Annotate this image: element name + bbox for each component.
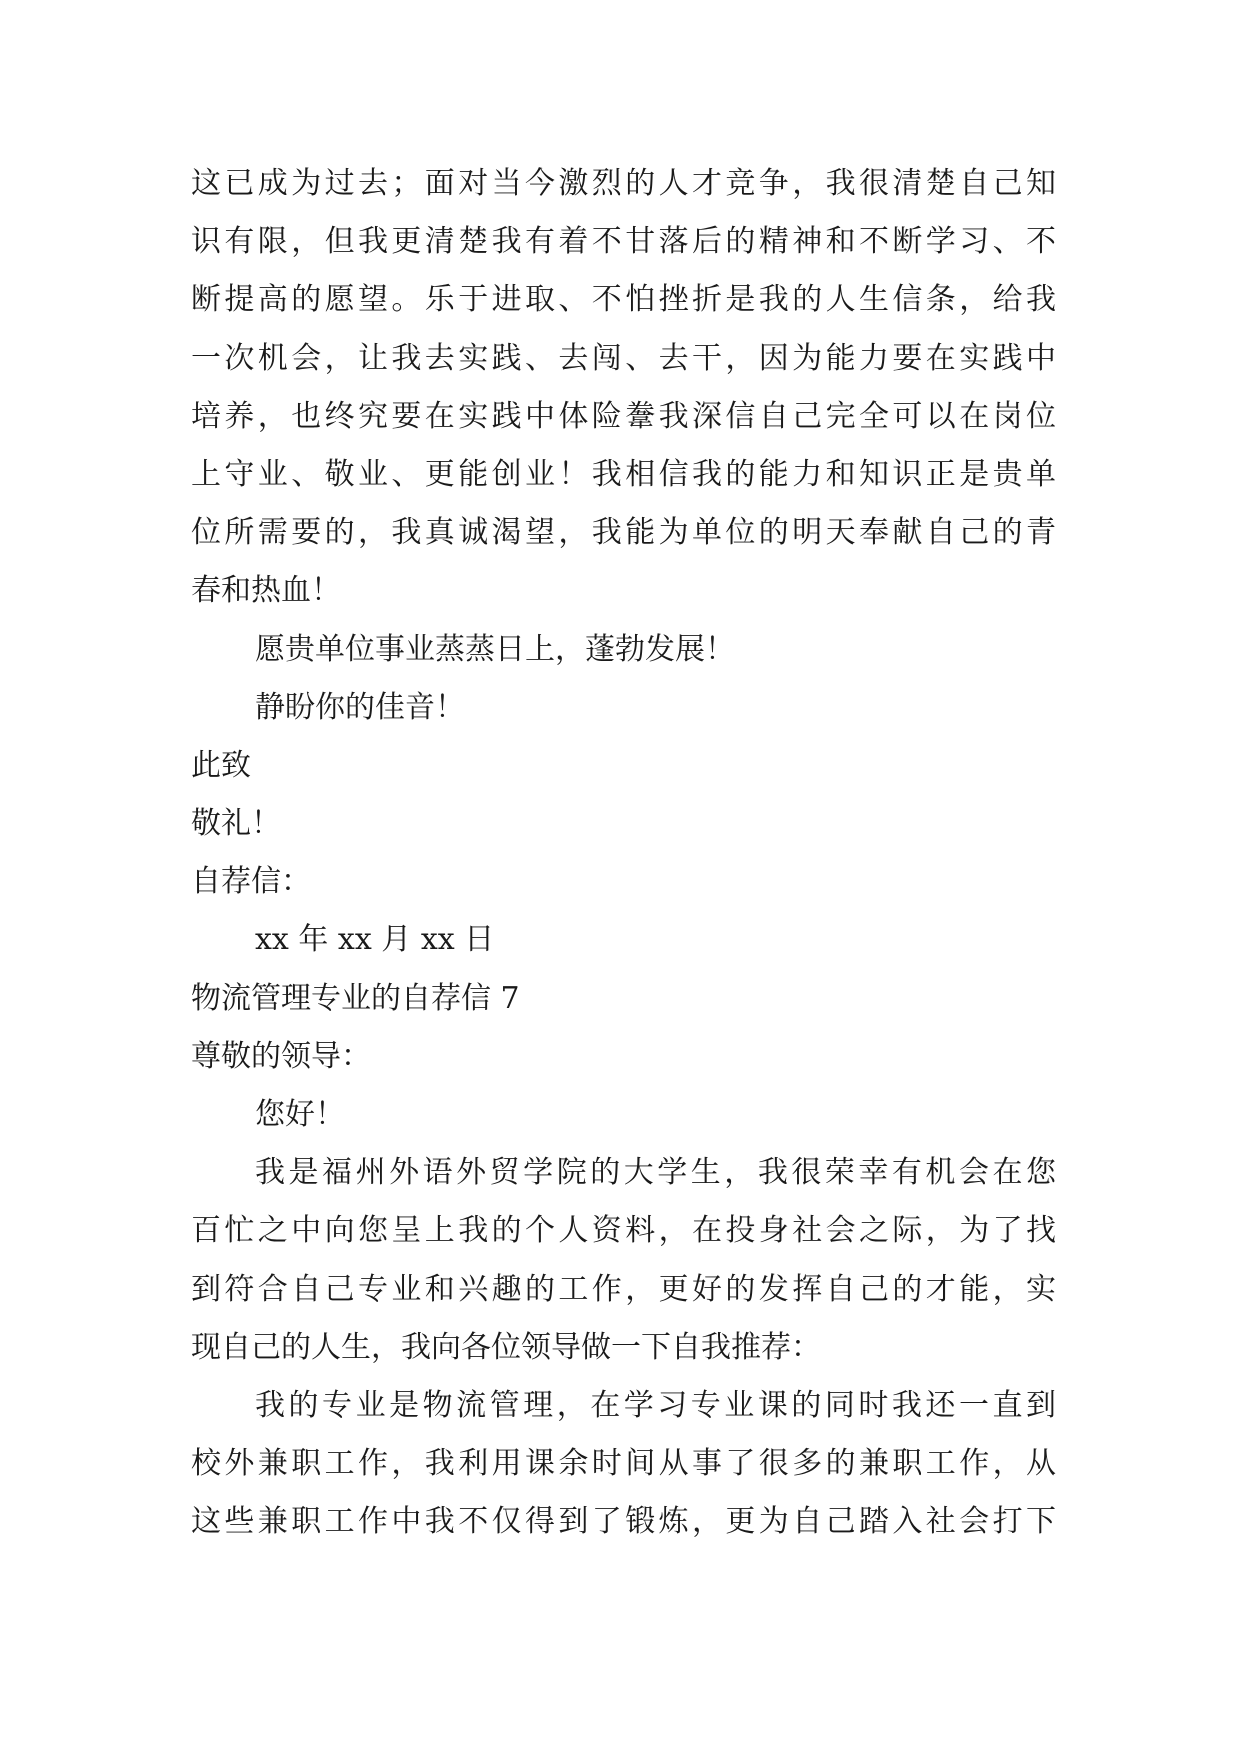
salutation: 尊敬的领导： (191, 1038, 371, 1074)
text-line: 我的专业是物流管理，在学习专业课的同时我还一直到 (255, 1387, 1056, 1423)
text-line: 上守业、敬业、更能创业！我相信我的能力和知识正是贵单 (191, 456, 1056, 492)
text-line: 位所需要的，我真诚渴望，我能为单位的明天奉献自己的青 (191, 515, 1056, 551)
text-line: 百忙之中向您呈上我的个人资料，在投身社会之际，为了找 (191, 1213, 1056, 1249)
greeting: 您好！ (255, 1097, 345, 1132)
signature-line: 自荐信： (191, 864, 311, 900)
text-line: 断提高的愿望。乐于进取、不怕挫折是我的人生信条，给我 (191, 282, 1056, 318)
text-line: 培养，也终究要在实践中体险韏我深信自己完全可以在岗位 (191, 398, 1056, 434)
text-line: 到符合自己专业和兴趣的工作，更好的发挥自己的才能，实 (191, 1271, 1056, 1307)
text-line: 春和热血！ (191, 573, 341, 609)
closing-regards: 敬礼！ (191, 806, 281, 842)
text-line: 一次机会，让我去实践、去闯、去干，因为能力要在实践中 (191, 340, 1056, 376)
text-line: 识有限，但我更清楚我有着不甘落后的精神和不断学习、不 (191, 224, 1056, 260)
closing-line: 此致 (191, 747, 251, 783)
text-line: 我是福州外语外贸学院的大学生，我很荣幸有机会在您 (255, 1155, 1056, 1191)
wish-line: 愿贵单位事业蒸蒸日上，蓬勃发展！ (255, 631, 735, 667)
text-line: 现自己的人生，我向各位领导做一下自我推荐： (191, 1329, 821, 1365)
date-line: xx 年 xx 月 xx 日 (255, 922, 495, 958)
text-line: 这些兼职工作中我不仅得到了锻炼，更为自己踏入社会打下 (191, 1504, 1056, 1540)
text-line: 校外兼职工作，我利用课余时间从事了很多的兼职工作，从 (191, 1446, 1056, 1482)
letter-title: 物流管理专业的自荐信 7 (191, 980, 520, 1016)
text-line: 这已成为过去；面对当今激烈的人才竞争，我很清楚自己知 (191, 166, 1056, 201)
document-body (191, 155, 1056, 1552)
await-line: 静盼你的佳音！ (255, 689, 465, 725)
